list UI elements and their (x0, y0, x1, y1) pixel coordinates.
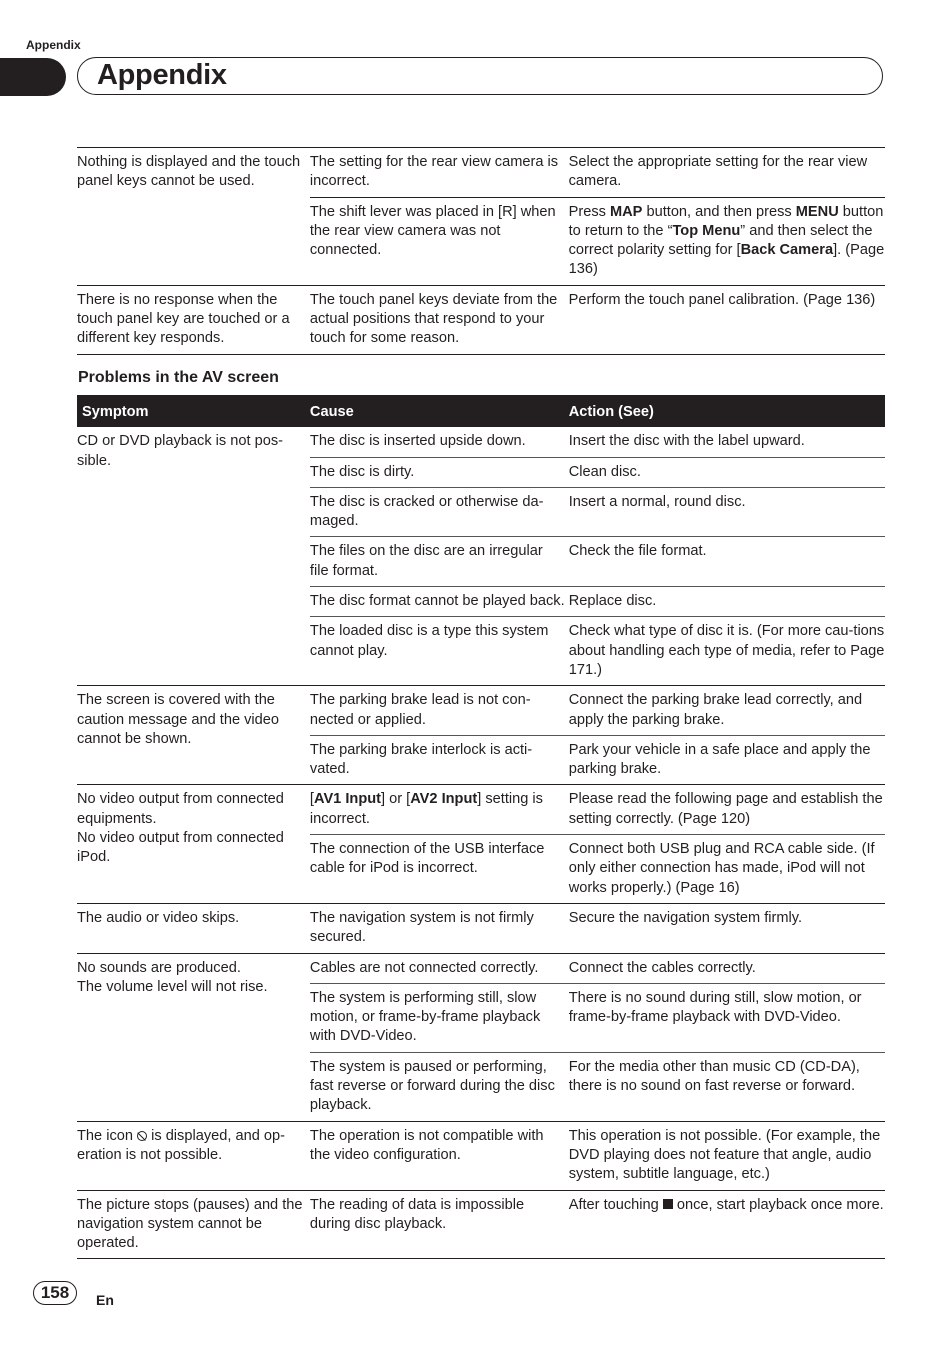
action-cell: Press MAP button, and then press MENU button to return to the “Top Menu” and then select the correct polarity setting for [Back Camera]. (Page 136) (569, 197, 885, 285)
symptom-cell: The picture stops (pauses) and the navigation system cannot be operated. (77, 1190, 310, 1259)
symptom-cell: The audio or video skips. (77, 903, 310, 953)
troubleshooting-table-continued (77, 147, 885, 355)
cause-cell: The system is performing still, slow motion, or frame-by-frame playback with DVD-Video. (310, 983, 569, 1052)
action-cell: Secure the navigation system firmly. (569, 903, 885, 953)
cause-cell: The files on the disc are an irregular file format. (310, 537, 569, 587)
cause-cell: The reading of data is impossible during disc playback. (310, 1190, 569, 1259)
table-row (77, 1190, 885, 1259)
av-problems-table (77, 395, 885, 1259)
cause-cell: The system is paused or performing, fast reverse or forward during the disc playback. (310, 1052, 569, 1121)
action-cell: Connect the parking brake lead correctly, and apply the parking brake. (569, 686, 885, 736)
table-row (77, 903, 885, 953)
table-row (77, 427, 885, 457)
action-cell: Perform the touch panel calibration. (Page 136) (569, 285, 885, 354)
column-header-symptom: Symptom (77, 395, 310, 427)
page-number: 158 (33, 1281, 77, 1305)
section-tab-marker (0, 58, 66, 96)
table-header-row (77, 395, 885, 427)
action-cell: Please read the following page and establish the setting correctly. (Page 120) (569, 785, 885, 835)
cause-cell: [AV1 Input] or [AV2 Input] setting is incorrect. (310, 785, 569, 835)
action-cell: Check the file format. (569, 537, 885, 587)
action-cell: Connect the cables correctly. (569, 953, 885, 983)
action-cell: Connect both USB plug and RCA cable side. (If only either connection has made, iPod will not works properly.) (Page 16) (569, 835, 885, 904)
language-label: En (96, 1292, 114, 1308)
symptom-cell: Nothing is displayed and the touch panel keys cannot be used. (77, 154, 301, 190)
column-header-action: Action (See) (569, 395, 885, 427)
cause-cell: The disc is cracked or otherwise da-maged. (310, 487, 569, 537)
action-cell: Park your vehicle in a safe place and apply the parking brake. (569, 735, 885, 785)
cause-cell: The operation is not compatible with the video configuration. (310, 1121, 569, 1190)
symptom-cell: The icon is displayed, and op-eration is not possible. (77, 1121, 310, 1190)
column-header-cause: Cause (310, 395, 569, 427)
title-box (77, 57, 883, 95)
symptom-cell: No video output from connected equipments. No video output from connected iPod. (77, 785, 310, 903)
table-row (77, 785, 885, 835)
cause-cell: The navigation system is not firmly secured. (310, 903, 569, 953)
action-cell: Insert a normal, round disc. (569, 487, 885, 537)
symptom-cell: CD or DVD playback is not pos-sible. (77, 433, 284, 469)
action-cell: For the media other than music CD (CD-DA), there is no sound on fast reverse or forward. (569, 1052, 885, 1121)
cause-cell: The parking brake interlock is acti-vated. (310, 735, 569, 785)
action-cell: Check what type of disc it is. (For more cau-tions about handling each type of media, refer to Page 171.) (569, 617, 885, 686)
action-cell: There is no sound during still, slow motion, or frame-by-frame playback with DVD-Video. (569, 983, 885, 1052)
stop-icon (663, 1199, 673, 1209)
cause-cell: The disc format cannot be played back. (310, 587, 569, 617)
action-cell: After touching once, start playback once more. (569, 1190, 885, 1259)
cause-cell: The parking brake lead is not con-nected or applied. (310, 686, 569, 736)
cause-cell: The touch panel keys deviate from the actual positions that respond to your touch for some reason. (310, 285, 569, 354)
symptom-cell: There is no response when the touch panel key are touched or a different key responds. (77, 285, 310, 354)
table-row (77, 686, 885, 736)
action-cell: Clean disc. (569, 457, 885, 487)
cause-cell: The loaded disc is a type this system cannot play. (310, 617, 569, 686)
table-row (77, 953, 885, 983)
action-cell: Select the appropriate setting for the rear view camera. (568, 154, 868, 190)
cause-cell: The connection of the USB interface cable for iPod is incorrect. (310, 835, 569, 904)
cause-cell: Cables are not connected correctly. (310, 953, 569, 983)
symptom-cell: The screen is covered with the caution message and the video cannot be shown. (77, 686, 310, 785)
action-cell: This operation is not possible. (For example, the DVD playing does not feature that angle, audio system, subtitle language, etc.) (569, 1121, 885, 1190)
table-row (77, 1121, 885, 1190)
section-label: Appendix (26, 38, 81, 52)
action-cell: Insert the disc with the label upward. (568, 433, 805, 450)
page-title: Appendix (97, 59, 227, 91)
table-row (77, 285, 885, 354)
cause-cell: The setting for the rear view camera is incorrect. (309, 154, 559, 190)
table-row (77, 148, 885, 198)
cause-cell: The disc is inserted upside down. (309, 433, 526, 450)
cause-cell: The shift lever was placed in [R] when the rear view camera was not connected. (310, 197, 569, 285)
symptom-cell: No sounds are produced. The volume level will not rise. (77, 953, 310, 1121)
action-cell: Replace disc. (569, 587, 885, 617)
cause-cell: The disc is dirty. (310, 457, 569, 487)
subsection-heading: Problems in the AV screen (78, 369, 279, 386)
prohibit-icon (137, 1131, 147, 1141)
